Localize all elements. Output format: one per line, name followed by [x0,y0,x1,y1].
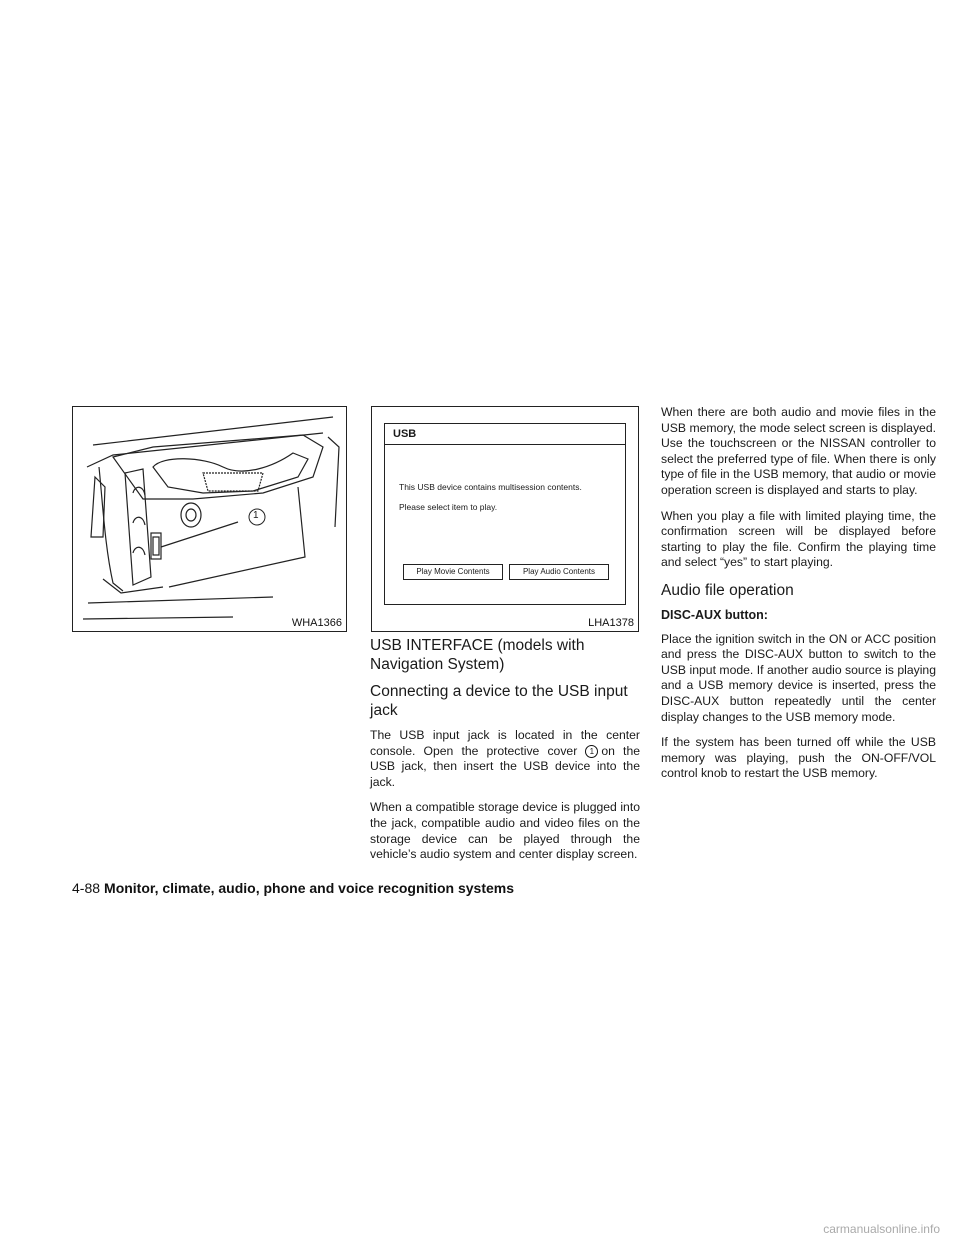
console-illustration [73,407,346,631]
middle-column [370,636,640,873]
subsection-heading: Connecting a device to the USB input jack [370,683,628,719]
section-title: Monitor, climate, audio, phone and voice recognition systems [104,880,514,896]
p1-text-before: The USB input jack is located in the center console. Open the protective cover [370,728,640,758]
callout-1-marker: 1 [585,745,598,758]
paragraph-disc-aux: Place the ignition switch in the ON or ACC position and press the DISC-AUX button to switch to the USB input mode. If another audio source is playing and a USB memory device is inserted, press the DISC-AUX button repeatedly until the center display changes to the USB memory mode. [661,631,936,724]
figure-usb-jack-illustration [72,406,347,632]
figure-code: WHA1366 [291,617,342,629]
audio-file-operation-heading: Audio file operation [661,581,794,599]
screen-title: USB [393,428,417,440]
paragraph-mode-select: When there are both audio and movie files in the USB memory, the mode select screen is displayed. Use the touchscreen or the NISSAN controller to select the preferred type of file. When there is only type of file in the USB memory, that audio or movie operation screen is displayed and starts to play. [661,405,936,497]
screen-message-line1: This USB device contains multisession contents. [399,482,582,492]
paragraph-restart-usb: If the system has been turned off while the USB memory was playing, push the ON-OFF/VOL control knob to restart the USB memory. [661,735,936,781]
figure-code: LHA1378 [588,617,634,629]
paragraph-usb-jack-location [370,728,640,790]
section-heading: USB INTERFACE (models with Navigation System) [370,637,585,673]
disc-aux-button-heading: DISC-AUX button: [661,607,768,622]
callout-1-label: 1 [253,510,259,521]
paragraph-limited-playing-time: When you play a file with limited playing time, the confirmation screen will be displayed before starting to play the file. Confirm the playing time and select “yes” to start playing. [661,508,936,570]
usb-mode-select-screen [384,423,626,605]
paragraph-compatible-device: When a compatible storage device is plugged into the jack, compatible audio and video files on the storage device can be played through the vehicle’s audio system and center display screen. [370,800,640,862]
play-movie-contents-button[interactable]: Play Movie Contents [403,564,503,580]
play-audio-contents-button[interactable]: Play Audio Contents [509,564,609,580]
page-footer [72,880,514,896]
p1-text-after: on the USB jack, then insert the USB device into the jack. [370,743,641,789]
figure-usb-screen [371,406,639,632]
screen-title-divider [385,444,625,445]
screen-message-line2: Please select item to play. [399,502,498,512]
page-number: 4-88 [72,880,101,896]
right-column [661,405,936,792]
watermark: carmanualsonline.info [823,1222,940,1236]
